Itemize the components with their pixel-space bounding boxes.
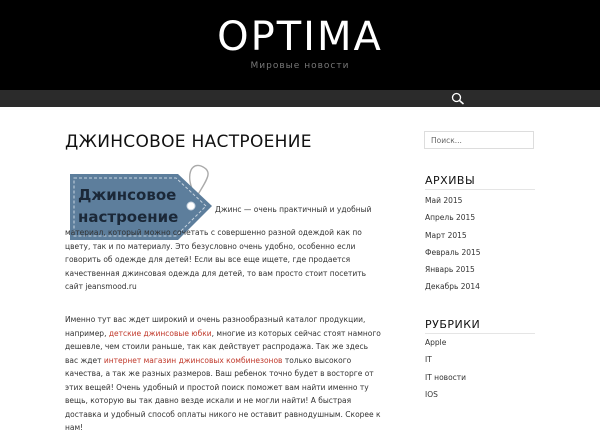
link-kids-jeans-skirts[interactable]: детские джинсовые юбки — [108, 328, 212, 338]
post-paragraph-2 — [65, 313, 381, 435]
category-item[interactable]: Apple — [425, 338, 447, 347]
archive-item[interactable]: Январь 2015 — [425, 265, 475, 275]
archive-item[interactable]: Декабрь 2014 — [425, 282, 480, 292]
archives-widget-title: АРХИВЫ — [425, 174, 476, 187]
archives-list — [425, 196, 481, 300]
archive-item[interactable]: Февраль 2015 — [425, 247, 481, 257]
category-item[interactable]: IOS — [425, 389, 438, 399]
post-paragraph-1: материал, который можно сочетать с совершенно разной одеждой как по цвету, так и по материалу. Это безусловно очень удобно, особенно если говорить об одежде для детей! Если вы все еще ищете, где продается качественная джинсовая одежда для детей, то вам просто стоит посетить сайт jeansmood.ru — [65, 228, 367, 291]
rubrics-widget-title: РУБРИКИ — [425, 318, 481, 331]
divider — [425, 189, 535, 190]
archive-item[interactable]: Март 2015 — [425, 230, 467, 240]
post-text: Именно тут вас ждет широкий и очень разнообразный каталог продукции, например, — [65, 315, 366, 338]
tag-line1: Джинсовое — [78, 186, 177, 204]
link-jeans-overalls-shop[interactable]: интернет магазин джинсовых комбинезонов — [103, 355, 283, 365]
site-tagline: Мировые новости — [250, 61, 350, 71]
nav-bar — [0, 90, 600, 107]
category-item[interactable]: IT новости — [425, 372, 467, 382]
category-item[interactable]: IT — [425, 355, 432, 365]
archive-item[interactable]: Май 2015 — [425, 196, 463, 205]
post-text: только высокого качества, а так же разных размеров. Ваш ребенок точно будет в восторге от этих вещей! Очень удобный и простой поиск поможет вам найти именно ту вещь, которую вы так давно везде искали и не могли найти! А быстрая доставка и удобный способ оплаты никого не оставит равнодушным. Скорее к нам! — [65, 355, 381, 432]
search-icon[interactable] — [451, 92, 465, 105]
post-text: , многие из которых сейчас стоят намного дешевле, чем стоили раньше, так как действует распродажа. Так же здесь вас ждет — [65, 328, 381, 365]
rubrics-list — [425, 338, 466, 407]
archive-item[interactable]: Апрель 2015 — [425, 213, 476, 223]
post-title[interactable]: ДЖИНСОВОЕ НАСТРОЕНИЕ — [65, 132, 312, 152]
divider — [425, 333, 535, 334]
post-text-intro: Джинс — очень практичный и удобный — [215, 205, 372, 214]
tag-line2: настроение — [78, 208, 179, 226]
sidebar-search-input[interactable] — [424, 131, 534, 149]
site-header — [0, 0, 600, 90]
site-title[interactable]: OPTIMA — [217, 14, 383, 60]
